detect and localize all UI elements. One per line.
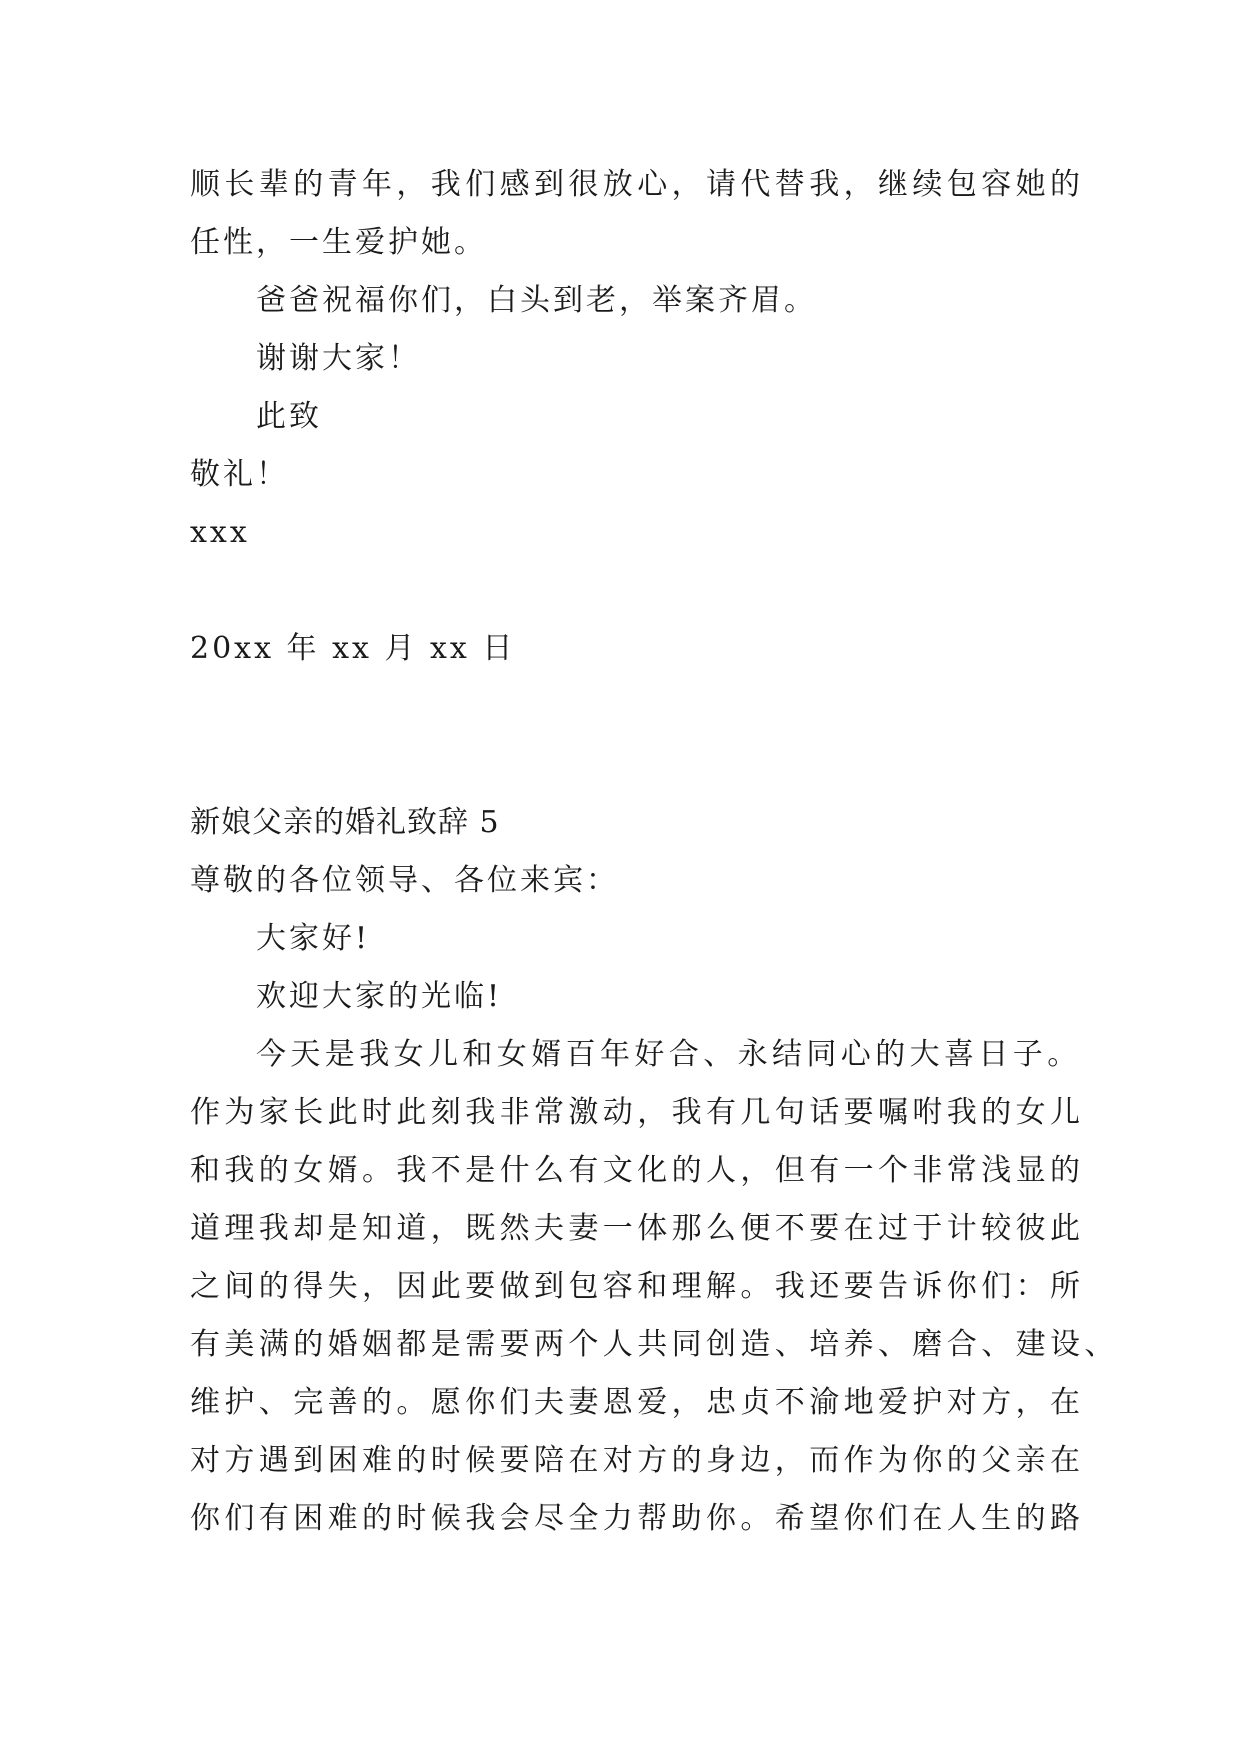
body-line: 你们有困难的时候我会尽全力帮助你。希望你们在人生的路 (190, 1501, 1085, 1536)
body-line: 今天是我女儿和女婿百年好合、永结同心的大喜日子。 (256, 1037, 1082, 1072)
date-line: 20xx 年 xx 月 xx 日 (190, 631, 516, 666)
body-line: 对方遇到困难的时候要陪在对方的身边，而作为你的父亲在 (190, 1443, 1085, 1478)
section-title: 新娘父亲的婚礼致辞 5 (190, 805, 500, 840)
closing-line: 此致 (256, 399, 322, 434)
body-line: 作为家长此时此刻我非常激动，我有几句话要嘱咐我的女儿 (190, 1095, 1085, 1130)
greeting-line: 大家好! (256, 921, 371, 956)
closing-salute: 敬礼！ (190, 457, 289, 492)
thanks-line: 谢谢大家！ (256, 341, 421, 376)
body-line: 有美满的婚姻都是需要两个人共同创造、培养、磨合、建设、 (190, 1327, 1119, 1362)
paragraph-line: 任性，一生爱护她。 (190, 225, 487, 260)
body-line: 道理我却是知道，既然夫妻一体那么便不要在过于计较彼此 (190, 1211, 1085, 1246)
paragraph-line: 顺长辈的青年，我们感到很放心，请代替我，继续包容她的 (190, 167, 1085, 202)
blessing-line: 爸爸祝福你们，白头到老，举案齐眉。 (256, 283, 817, 318)
body-line: 和我的女婿。我不是什么有文化的人，但有一个非常浅显的 (190, 1153, 1085, 1188)
signature: xxx (190, 515, 250, 550)
welcome-line: 欢迎大家的光临! (256, 979, 503, 1014)
body-line: 之间的得失，因此要做到包容和理解。我还要告诉你们：所 (190, 1269, 1085, 1304)
salutation: 尊敬的各位领导、各位来宾： (190, 863, 619, 898)
body-line: 维护、完善的。愿你们夫妻恩爱，忠贞不渝地爱护对方，在 (190, 1385, 1085, 1420)
